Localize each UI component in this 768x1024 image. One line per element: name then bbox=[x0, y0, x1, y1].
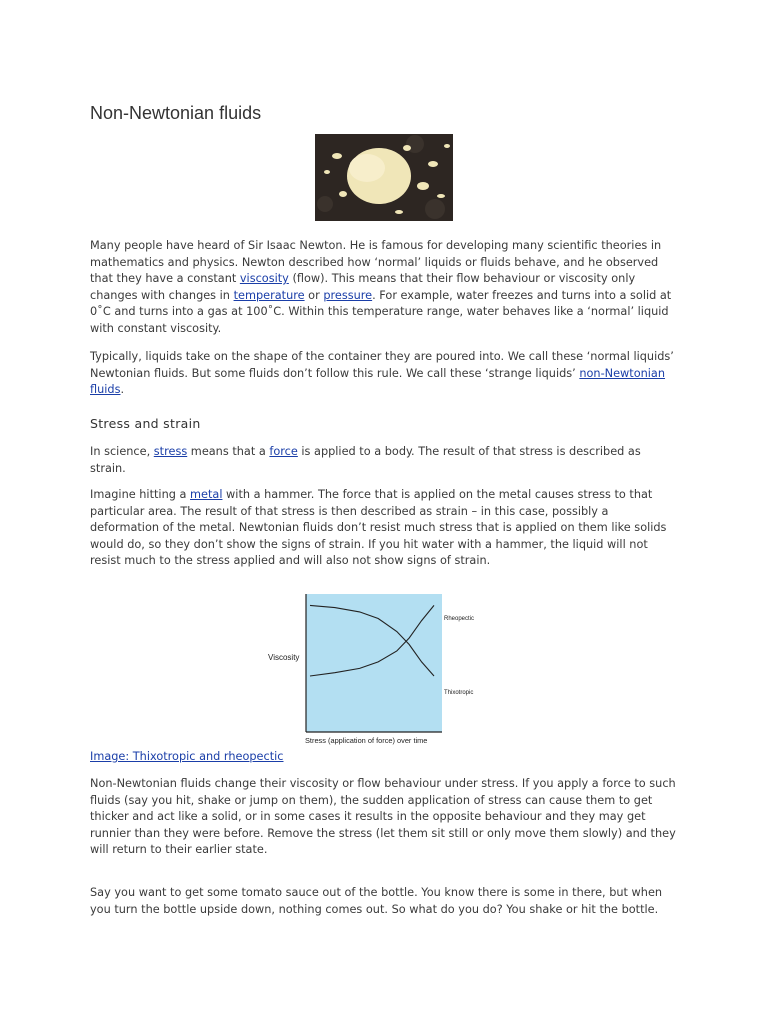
intro-paragraph-2: Typically, liquids take on the shape of the container they are poured into. We call these ‘normal liquids’ Newtonian fluids. But some fluids don’t follow this rule. We call these ‘strange liquids’ non-Newtonian fluids. bbox=[90, 350, 674, 397]
force-link[interactable]: force bbox=[269, 445, 298, 458]
oobleck-photo bbox=[315, 134, 453, 221]
stress-paragraph-1: In science, stress means that a force is applied to a body. The result of that stress is described as strain. bbox=[90, 445, 641, 475]
y-axis-label: Viscosity bbox=[268, 653, 300, 662]
after-paragraph-2: Say you want to get some tomato sauce out of the bottle. You know there is some in there, but when you turn the bottle upside down, nothing comes out. So what do you do? You shake or hit the bottle. bbox=[90, 886, 663, 916]
metal-link[interactable]: metal bbox=[190, 488, 223, 501]
temperature-link[interactable]: temperature bbox=[233, 288, 305, 302]
x-axis-label: Stress (application of force) over time bbox=[305, 736, 428, 745]
section-heading-stress: Stress and strain bbox=[90, 416, 201, 431]
stress-link[interactable]: stress bbox=[153, 445, 188, 458]
series-label-rheopectic: Rheopectic bbox=[444, 616, 475, 622]
after-paragraph-1: Non-Newtonian fluids change their viscosity or flow behaviour under stress. If you apply a force to such fluids (say you hit, shake or jump on them), the sudden application of stress can cause them to get thicker and act like a solid, or in some cases it results in the opposite behaviour and they may get runnier than they were before. Remove the stress (let them sit still or only move them slowly) and they will return to their earlier state. bbox=[90, 777, 676, 857]
stress-paragraph-2: Imagine hitting a metal with a hammer. The force that is applied on the metal causes stress to that particular area. The result of that stress is then described as strain – in this case, possibly a deformation of the metal. Newtonian fluids don’t resist much stress that is applied on them like solids would do, so they don’t show the signs of strain. If you hit water with a hammer, the liquid will not resist much to the stress applied and will also not show signs of strain. bbox=[90, 488, 667, 568]
page-title: Non-Newtonian fluids bbox=[90, 103, 262, 123]
viscosity-chart bbox=[262, 590, 484, 750]
series-label-thixotropic: Thixotropic bbox=[444, 690, 474, 696]
non-newtonian-link[interactable]: non-Newtonian fluids bbox=[90, 366, 666, 397]
intro-paragraph-1: Many people have heard of Sir Isaac Newton. He is famous for developing many scientific theories in mathematics and physics. Newton described how ‘normal’ liquids or fluids behave, and he observed that they have a constant viscosity (flow). This means that their flow behaviour or viscosity only changes with changes in temperature or pressure. For example, water freezes and turns into a solid at 0˚C and turns into a gas at 100˚C. Within this temperature range, water behaves like a ‘normal’ liquid with constant viscosity. bbox=[90, 239, 672, 335]
pressure-link[interactable]: pressure bbox=[323, 288, 373, 302]
viscosity-link[interactable]: viscosity bbox=[239, 272, 289, 286]
chart-caption-link[interactable]: Image: Thixotropic and rheopectic bbox=[90, 750, 284, 763]
